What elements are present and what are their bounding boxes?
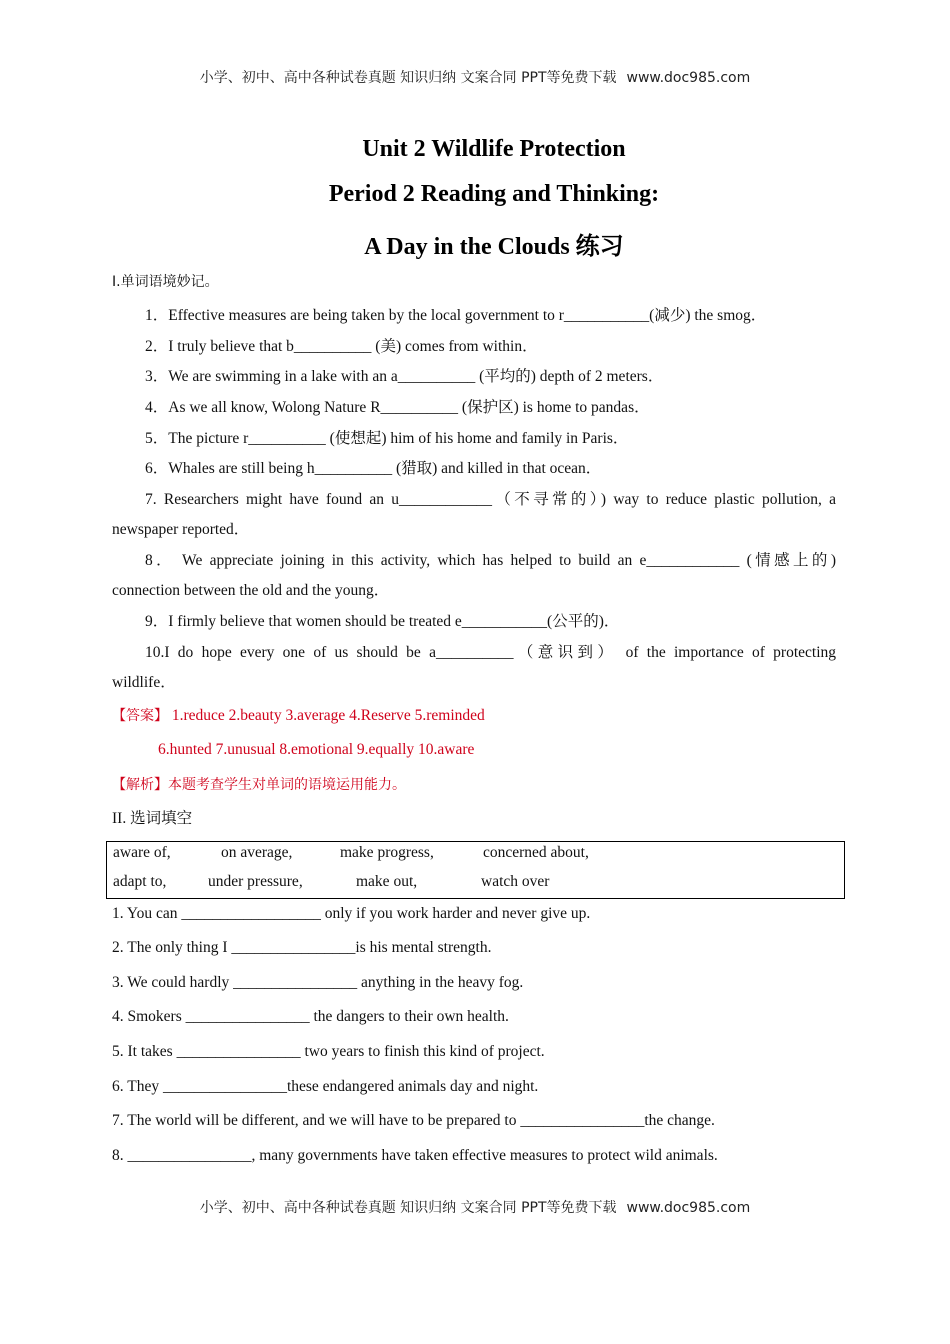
title-line-1: Unit 2 Wildlife Protection — [362, 136, 626, 162]
section1-item-10: 10.I do hope every one of us should be a__________（意识到） of the importance of protecting — [145, 644, 836, 661]
answer-block — [112, 707, 485, 725]
word-option: adapt to, — [113, 873, 167, 890]
answer-line-2: 6.hunted 7.unusual 8.emotional 9.equally 10.aware — [158, 741, 475, 758]
word-option: watch over — [481, 873, 550, 890]
section1-item-10-cont: wildlife． — [112, 674, 176, 691]
answer-label: 【答案】 — [112, 708, 168, 724]
footer-text: 小学、初中、高中各种试卷真题 知识归纳 文案合同 PPT等免费下载 — [199, 1200, 617, 1216]
section2-heading: II. 选词填空 — [112, 810, 193, 827]
section2-item-7: 7. The world will be different, and we will have to be prepared to ________________the change. — [112, 1112, 715, 1129]
word-option: on average, — [221, 844, 293, 861]
section1-item-1: 1．Effective measures are being taken by the local government to r___________(减少) the smog． — [145, 307, 767, 324]
word-option: concerned about, — [483, 844, 589, 861]
header-url[interactable]: www.doc985.com — [626, 70, 751, 86]
header-text: 小学、初中、高中各种试卷真题 知识归纳 文案合同 PPT等免费下载 — [199, 70, 617, 86]
section1-item-9: 9．I firmly believe that women should be treated e___________(公平的)． — [145, 613, 620, 630]
section1-item-7-cont: newspaper reported． — [112, 521, 250, 538]
section1-item-6: 6．Whales are still being h__________ (猎取) and killed in that ocean． — [145, 460, 602, 477]
page-header — [0, 67, 950, 87]
word-option: make out, — [356, 873, 418, 890]
section1-item-5: 5．The picture r__________ (使想起) him of his home and family in Paris． — [145, 430, 629, 447]
section1-item-3: 3．We are swimming in a lake with an a__________ (平均的) depth of 2 meters． — [145, 368, 664, 385]
section2-item-1: 1. You can __________________ only if you work harder and never give up. — [112, 905, 591, 922]
section1-item-4: 4．As we all know, Wolong Nature R__________ (保护区) is home to pandas． — [145, 399, 650, 416]
word-option: under pressure, — [208, 873, 303, 890]
section2-item-2: 2. The only thing I ________________is his mental strength. — [112, 939, 492, 956]
section1-item-2: 2．I truly believe that b__________ (美) comes from within． — [145, 338, 538, 355]
section2-item-5: 5. It takes ________________ two years to finish this kind of project. — [112, 1043, 545, 1060]
title-line-3: A Day in the Clouds 练习 — [364, 234, 624, 260]
section1-item-8-cont: connection between the old and the young． — [112, 582, 390, 599]
section1-item-8: 8． We appreciate joining in this activity, which has helped to build an e____________ (情感上的) — [145, 552, 836, 569]
word-option: aware of, — [113, 844, 171, 861]
answer-line-1: 1.reduce 2.beauty 3.average 4.Reserve 5.reminded — [168, 707, 485, 724]
word-box — [106, 841, 845, 899]
analysis-text: 【解析】本题考查学生对单词的语境运用能力。 — [112, 777, 406, 793]
title-line-2: Period 2 Reading and Thinking: — [328, 181, 660, 207]
section1-item-7: 7. Researchers might have found an u____________（不寻常的）) way to reduce plastic pollution, a — [145, 491, 836, 508]
section2-item-3: 3. We could hardly ________________ anything in the heavy fog. — [112, 974, 524, 991]
section2-item-8: 8. ________________, many governments have taken effective measures to protect wild animals. — [112, 1147, 718, 1164]
page-footer — [0, 1197, 950, 1217]
word-option: make progress, — [340, 844, 434, 861]
section1-heading: Ⅰ.单词语境妙记。 — [112, 274, 219, 290]
section2-item-6: 6. They ________________these endangered animals day and night. — [112, 1078, 539, 1095]
section2-item-4: 4. Smokers ________________ the dangers to their own health. — [112, 1008, 509, 1025]
footer-url[interactable]: www.doc985.com — [626, 1200, 751, 1216]
